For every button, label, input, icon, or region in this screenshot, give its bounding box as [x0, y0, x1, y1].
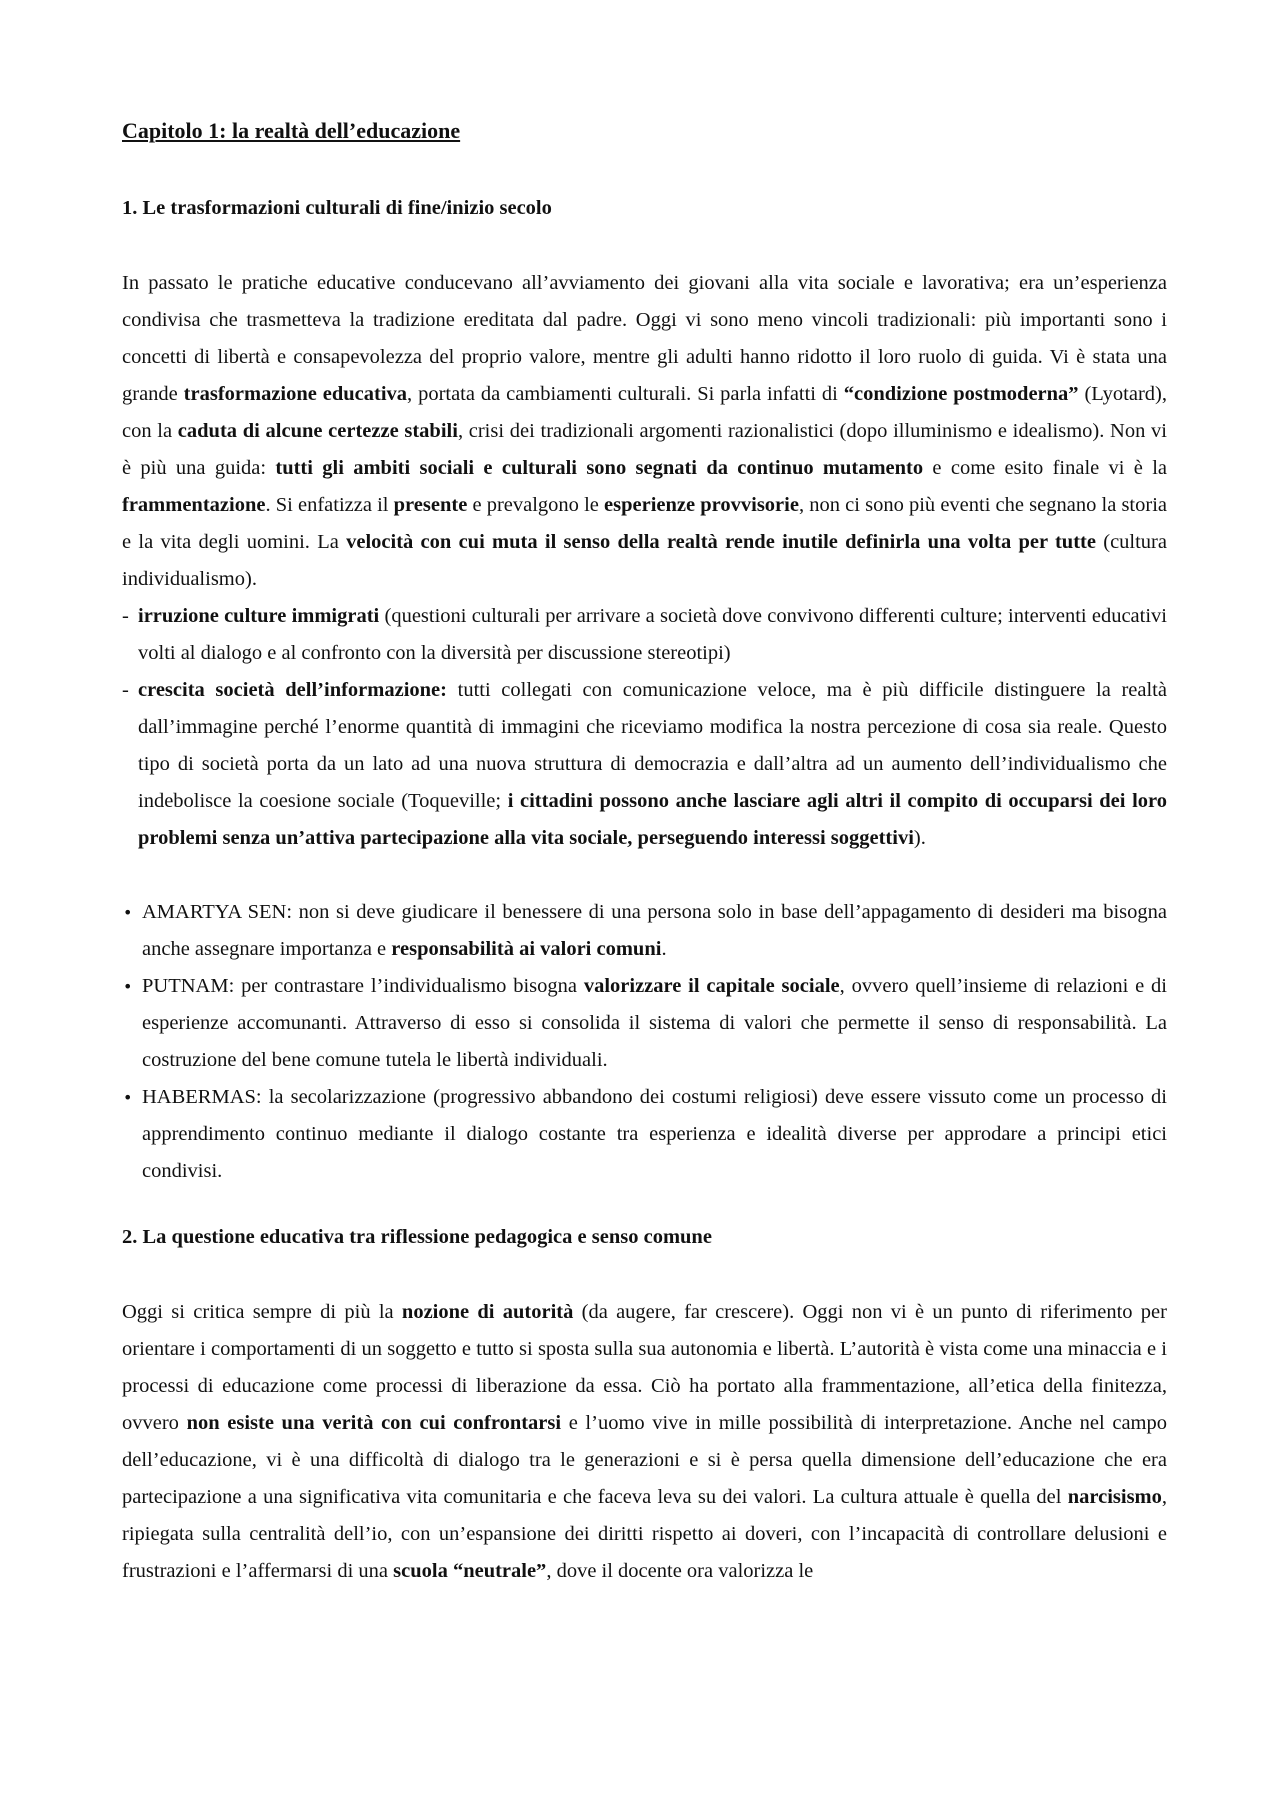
bold-run: i cittadini possono anche lasciare agli altri il compito di occuparsi dei loro problemi senza un’attiva partecipazione alla vita sociale, perseguendo interessi soggettivi: [138, 790, 1167, 849]
dash-item: [122, 598, 1167, 672]
bold-run: “condizione postmoderna”: [843, 383, 1079, 405]
page-content: [122, 116, 1167, 1590]
bullet-item: [122, 1079, 1167, 1190]
dash-list: [122, 598, 1167, 857]
bold-run: valorizzare il capitale sociale: [583, 975, 840, 997]
bold-run: velocità con cui muta il senso della realtà rende inutile definirla una volta per tutte: [346, 531, 1096, 553]
section-2-heading: 2. La questione educativa tra riflessione pedagogica e senso comune: [122, 1226, 712, 1248]
section-2-paragraph: Oggi si critica sempre di più la nozione di autorità (da augere, far crescere). Oggi non vi è un punto di riferimento per orientare i comportamenti di un soggetto e tutto si sposta sulla sua autonomia e libertà. L’autorità è vista come una minaccia e i processi di educazione come processi di liberazione da essa. Ciò ha portato alla frammentazione, all’etica della finitezza, ovvero non esiste una verità con cui confrontarsi e l’uomo vive in mille possibilità di interpretazione. Anche nel campo dell’educazione, vi è una difficoltà di dialogo tra le generazioni e si è persa quella dimensione dell’educazione che era partecipazione a una significativa vita comunitaria e che faceva leva su dei valori. La cultura attuale è quella del narcisismo, ripiegata sulla centralità dell’io, con un’espansione dei diritti rispetto ai doveri, con l’incapacità di controllare delusioni e frustrazioni e l’affermarsi di una scuola “neutrale”, dove il docente ora valorizza le: [122, 1301, 1167, 1582]
bullet-item-text: HABERMAS: la secolarizzazione (progressivo abbandono dei costumi religiosi) deve essere vissuto come un processo di apprendimento continuo mediante il dialogo costante tra esperienza e idealità diverse per approdare a principi etici condivisi.: [142, 1086, 1167, 1182]
bullet-dot-icon: •: [123, 977, 133, 996]
bullet-list: [122, 894, 1167, 1190]
bold-run: tutti gli ambiti sociali e culturali sono segnati da continuo mutamento: [275, 457, 924, 479]
dash-item: [122, 672, 1167, 857]
bold-run: scuola “neutrale”: [393, 1560, 547, 1582]
bullet-item-text: AMARTYA SEN: non si deve giudicare il benessere di una persona solo in base dell’appagamento di desideri ma bisogna anche assegnare importanza e responsabilità ai valori comuni.: [142, 901, 1167, 960]
bold-run: trasformazione educativa: [183, 383, 408, 405]
bold-run: esperienze provvisorie: [604, 494, 799, 516]
bullet-item: [122, 968, 1167, 1079]
bullet-item-text: PUTNAM: per contrastare l’individualismo bisogna valorizzare il capitale sociale, ovvero quell’insieme di relazioni e di esperienze accomunanti. Attraverso di esso si consolida il sistema di valori che permette il senso di responsabilità. La costruzione del bene comune tutela le libertà individuali.: [142, 975, 1167, 1071]
dash-marker: -: [122, 679, 129, 701]
bold-run: non esiste una verità con cui confrontarsi: [186, 1412, 562, 1434]
bold-run: irruzione culture immigrati: [138, 605, 380, 627]
bullet-dot-icon: •: [123, 903, 133, 922]
dash-marker: -: [122, 605, 129, 627]
bold-run: caduta di alcune certezze stabili: [177, 420, 458, 442]
dash-item-text: irruzione culture immigrati (questioni culturali per arrivare a società dove convivono differenti culture; interventi educativi volti al dialogo e al confronto con la diversità per discussione stereotipi): [138, 605, 1167, 664]
chapter-title: Capitolo 1: la realtà dell’educazione: [122, 118, 461, 143]
bold-run: responsabilità ai valori comuni: [391, 938, 662, 960]
bold-run: frammentazione: [122, 494, 266, 516]
bold-run: crescita società dell’informazione:: [138, 679, 447, 701]
bold-run: nozione di autorità: [401, 1301, 574, 1323]
section-1-paragraph: In passato le pratiche educative conducevano all’avviamento dei giovani alla vita sociale e lavorativa; era un’esperienza condivisa che trasmetteva la tradizione ereditata dal padre. Oggi vi sono meno vincoli tradizionali: più importanti sono i concetti di libertà e consapevolezza del proprio valore, mentre gli adulti hanno ridotto il loro ruolo di guida. Vi è stata una grande trasformazione educativa, portata da cambiamenti culturali. Si parla infatti di “condizione postmoderna” (Lyotard), con la caduta di alcune certezze stabili, crisi dei tradizionali argomenti razionalistici (dopo illuminismo e idealismo). Non vi è più una guida: tutti gli ambiti sociali e culturali sono segnati da continuo mutamento e come esito finale vi è la frammentazione. Si enfatizza il presente e prevalgono le esperienze provvisorie, non ci sono più eventi che segnano la storia e la vita degli uomini. La velocità con cui muta il senso della realtà rende inutile definirla una volta per tutte (cultura individualismo).: [122, 272, 1168, 590]
bullet-dot-icon: •: [123, 1088, 133, 1107]
bullet-item: [122, 894, 1167, 968]
dash-item-text: crescita società dell’informazione: tutti collegati con comunicazione veloce, ma è più difficile distinguere la realtà dall’immagine perché l’enorme quantità di immagini che riceviamo modifica la nostra percezione di cosa sia reale. Questo tipo di società porta da un lato ad una nuova struttura di democrazia e dall’altra ad un aumento dell’individualismo che indebolisce la coesione sociale (Toqueville; i cittadini possono anche lasciare agli altri il compito di occuparsi dei loro problemi senza un’attiva partecipazione alla vita sociale, perseguendo interessi soggettivi).: [138, 679, 1167, 849]
bold-run: narcisismo: [1067, 1486, 1162, 1508]
bold-run: presente: [393, 494, 468, 516]
section-1-heading: 1. Le trasformazioni culturali di fine/inizio secolo: [122, 197, 552, 219]
